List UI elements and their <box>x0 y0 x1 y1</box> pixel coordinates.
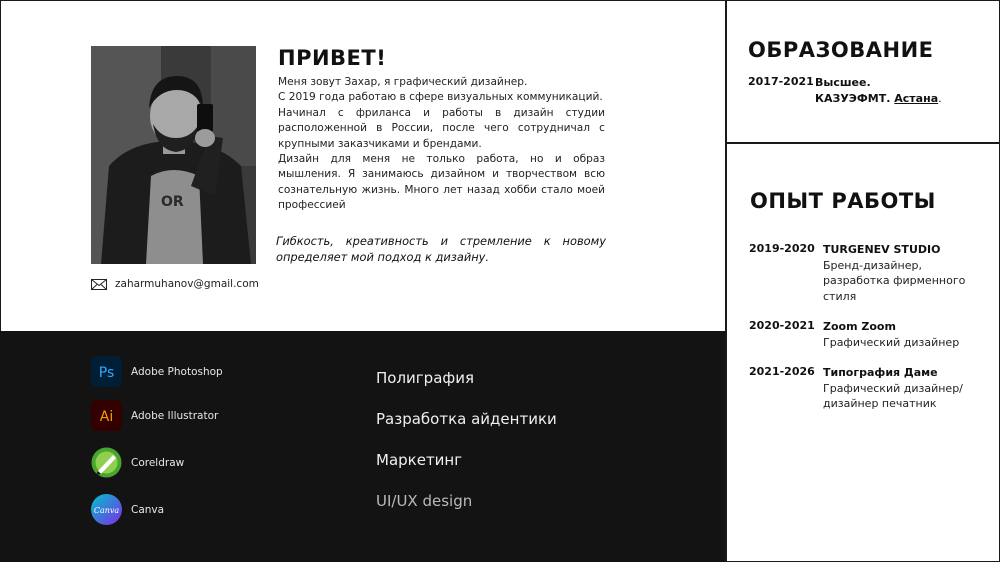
job-role: Бренд-дизайнер, разработка фирменного стиля <box>823 258 966 303</box>
education-institution-line <box>815 91 942 107</box>
email-text: zaharmuhanov@gmail.com <box>115 278 259 290</box>
job-role: Графический дизайнер/дизайнер печатник <box>823 381 963 410</box>
section-divider <box>726 142 1000 144</box>
intro-title: ПРИВЕТ! <box>278 46 387 70</box>
intro-paragraph: Меня зовут Захар, я графический дизайнер. <box>278 76 528 88</box>
intro-paragraph: С 2019 года работаю в сфере визуальных коммуникаций. <box>278 91 603 104</box>
education-city-suffix: . <box>938 92 942 105</box>
column-divider <box>725 0 727 562</box>
job-entry <box>823 319 983 350</box>
job-years: 2019-2020 <box>749 242 815 255</box>
intro-paragraph: Дизайн для меня не только работа, но и образ мышления. Я занимаюсь дизайном и творчеством всю сознательную жизнь. Много лет назад хобби стало моей профессией <box>278 153 605 212</box>
intro-text <box>278 75 605 214</box>
skill-item: Полиграфия <box>376 369 474 387</box>
tool-label: Adobe Illustrator <box>131 409 219 422</box>
skills-panel <box>0 331 726 562</box>
job-company: Типография Даме <box>823 366 938 379</box>
tool-canva <box>91 494 164 525</box>
experience-title: ОПЫТ РАБОТЫ <box>750 189 936 213</box>
education-years: 2017-2021 <box>748 75 814 88</box>
job-entry <box>823 365 983 412</box>
tool-photoshop <box>91 356 223 387</box>
photoshop-icon <box>91 356 122 387</box>
canva-icon <box>91 494 122 525</box>
svg-text:OR: OR <box>161 194 184 210</box>
education-city[interactable]: Астана <box>894 92 939 105</box>
education-level: Высшее. <box>815 76 871 89</box>
job-role: Графический дизайнер <box>823 335 960 349</box>
education-institution: КАЗУЭФМТ. <box>815 92 891 105</box>
email-contact[interactable] <box>91 277 259 291</box>
job-years: 2021-2026 <box>749 365 815 378</box>
skill-item: Маркетинг <box>376 451 463 469</box>
job-company: TURGENEV STUDIO <box>823 243 941 256</box>
svg-text:Ai: Ai <box>99 409 114 425</box>
job-entry <box>823 242 983 304</box>
profile-photo <box>91 46 256 264</box>
intro-paragraph: Начинал с фриланса и работы в дизайн студии расположенной в России, после чего сотрудничал с крупными заказчиками и брендами. <box>278 106 605 150</box>
skill-item: UI/UX design <box>376 492 473 510</box>
tool-label: Adobe Photoshop <box>131 365 223 378</box>
job-years: 2020-2021 <box>749 319 815 332</box>
education-details <box>815 75 942 107</box>
envelope-icon <box>91 279 107 290</box>
coreldraw-icon <box>91 447 122 478</box>
tool-coreldraw <box>91 447 184 478</box>
job-company: Zoom Zoom <box>823 320 896 333</box>
svg-text:Canva: Canva <box>93 506 120 515</box>
tool-label: Canva <box>131 503 165 516</box>
tool-label: Coreldraw <box>131 456 185 469</box>
svg-text:Ps: Ps <box>98 365 115 381</box>
illustrator-icon <box>91 400 122 431</box>
intro-motto: Гибкость, креативность и стремление к новому определяет мой подход к дизайну. <box>276 234 606 264</box>
skill-item: Разработка айдентики <box>376 410 557 428</box>
tool-illustrator <box>91 400 218 431</box>
education-title: ОБРАЗОВАНИЕ <box>748 38 934 62</box>
